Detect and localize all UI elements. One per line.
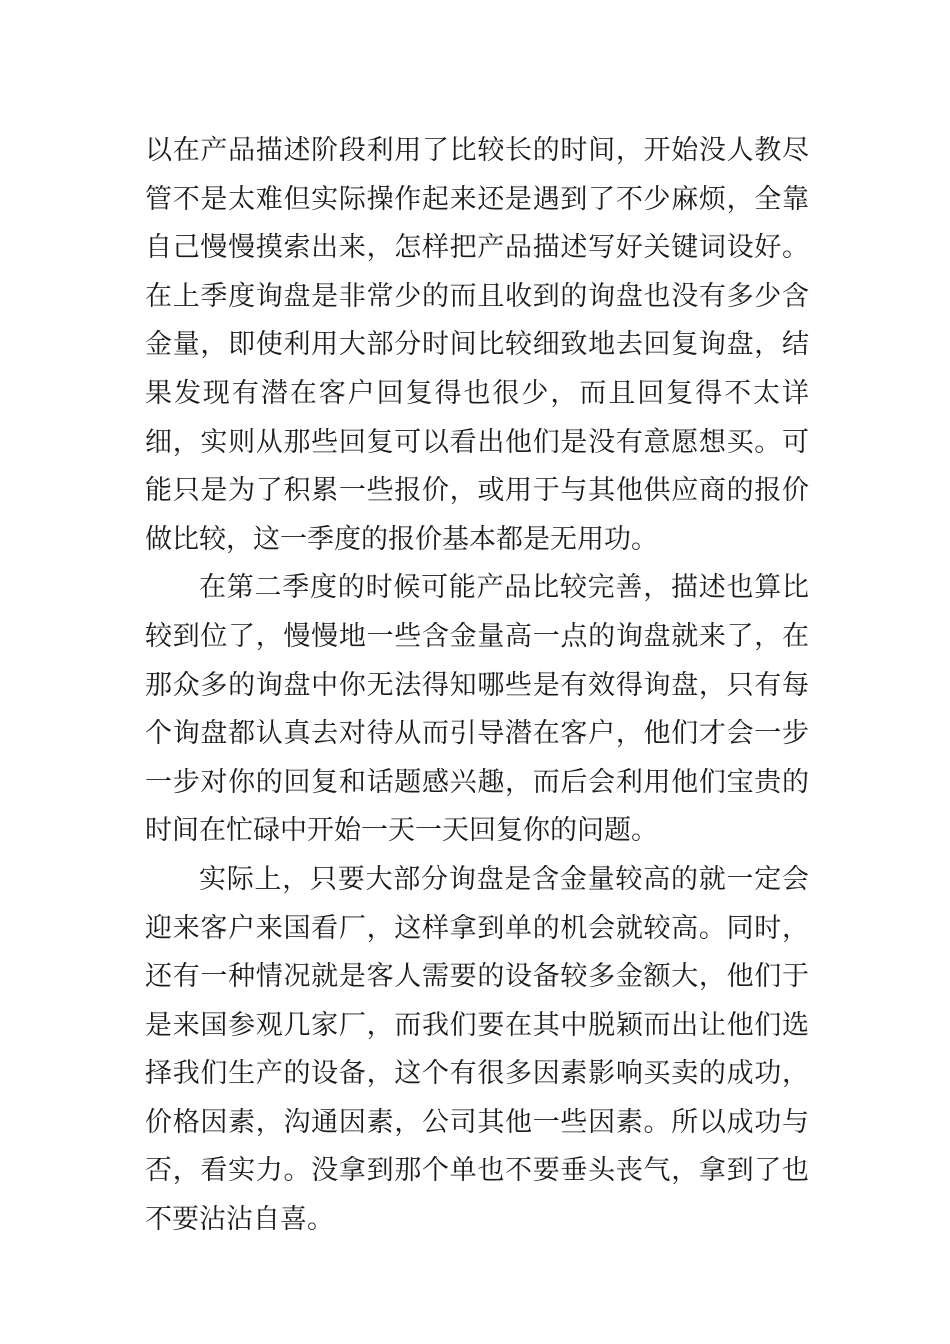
- document-body: [145, 127, 809, 1245]
- paragraph-factory-visit: 实际上，只要大部分询盘是含金量较高的就一定会迎来客户来国看厂，这样拿到单的机会就较高。同时，还有一种情况就是客人需要的设备较多金额大，他们于是来国参观几家厂，而我们要在其中脱颖而出让他们选择我们生产的设备，这个有很多因素影响买卖的成功，价格因素，沟通因素，公司其他一些因素。所以成功与否，看实力。没拿到那个单也不要垂头丧气，拿到了也不要沾沾自喜。: [145, 863, 809, 1236]
- paragraph-second-quarter: 在第二季度的时候可能产品比较完善，描述也算比较到位了，慢慢地一些含金量高一点的询盘就来了，在那众多的询盘中你无法得知哪些是有效得询盘，只有每个询盘都认真去对待从而引导潜在客户，他们才会一步一步对你的回复和话题感兴趣，而后会利用他们宝贵的时间在忙碌中开始一天一天回复你的问题。: [145, 572, 809, 847]
- paragraph-continued: 以在产品描述阶段利用了比较长的时间，开始没人教尽管不是太难但实际操作起来还是遇到了不少麻烦，全靠自己慢慢摸索出来，怎样把产品描述写好关键词设好。在上季度询盘是非常少的而且收到的询盘也没有多少含金量，即使利用大部分时间比较细致地去回复询盘，结果发现有潜在客户回复得也很少，而且回复得不太详细，实则从那些回复可以看出他们是没有意愿想买。可能只是为了积累一些报价，或用于与其他供应商的报价做比较，这一季度的报价基本都是无用功。: [145, 135, 809, 555]
